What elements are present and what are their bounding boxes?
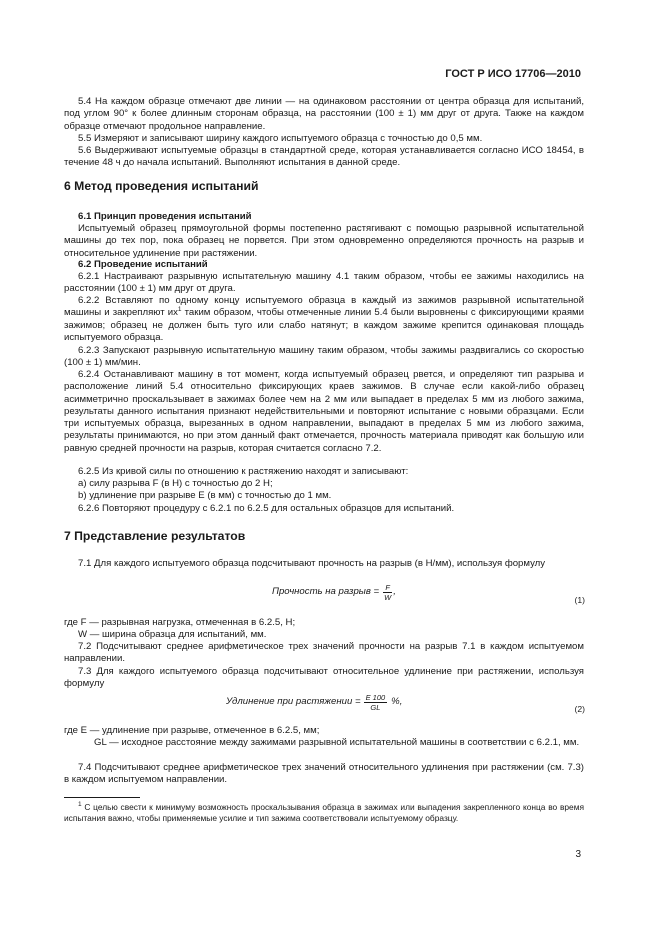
list-item-b: b) удлинение при разрыве E (в мм) с точностью до 1 мм. xyxy=(78,490,332,501)
footnote-divider xyxy=(64,797,140,798)
formula-1-lhs: Прочность на разрыв = xyxy=(272,586,380,598)
paragraph-5-5: 5.5 Измеряют и записывают ширину каждого испытуемого образца с точностью до 0,5 мм. xyxy=(78,133,483,144)
formula-2-fraction xyxy=(364,693,388,712)
where-2-gl xyxy=(64,737,584,749)
formula-1-numerator: F xyxy=(385,583,390,592)
paragraph-6-2-2-part1: 6.2.2 Вставляют по одному концу испытуемого образца в каждый из зажимов разрывной испытательной машины и закрепляют их xyxy=(64,295,584,319)
paragraph-7-3: 7.3 Для каждого испытуемого образца подсчитывают относительное удлинение при растяжении, используя формулу xyxy=(64,666,584,690)
footnote xyxy=(64,802,584,824)
formula-2-tail: %, xyxy=(391,696,403,708)
formula-1-denominator: W xyxy=(384,593,392,602)
where-1-w: W — ширина образца для испытаний, мм. xyxy=(78,629,267,640)
paragraph-6-2-2-part2: таким образом, чтобы отмеченные линии 5.4 были выровнены с фиксирующими краями зажимов; образец не должен быть туго или слабо натянут; в каждом зажиме крепится одинаковая площадь испытуемого образца. xyxy=(64,307,584,343)
formula-2-denominator: GL xyxy=(370,703,381,712)
paragraph-6-1: Испытуемый образец прямоугольной формы постепенно растягивают с помощью разрывной испытательной машины до тех пор, пока образец не порвется. При этом одновременно определяются прочность на разрыв и относительное удлинение при растяжении. xyxy=(64,223,584,259)
paragraph-7-4: 7.4 Подсчитывают среднее арифметическое трех значений относительного удлинения при растяжении (см. 7.3) в каждом испытуемом направлении. xyxy=(64,762,584,786)
formula-1-fraction xyxy=(382,583,393,602)
subsection-6-2-title: 6.2 Проведение испытаний xyxy=(78,259,208,270)
where-2-gl-text: GL — исходное расстояние между зажимами разрывной испытательной машины в соответствии с 6.2.1, мм. xyxy=(94,737,580,748)
paragraph-7-1: 7.1 Для каждого испытуемого образца подсчитывают прочность на разрыв (в Н/мм), используя формулу xyxy=(78,558,546,569)
paragraph-6-2-2 xyxy=(64,295,584,344)
section-7-title: 7 Представление результатов xyxy=(64,529,246,543)
equation-number-2: (2) xyxy=(574,704,585,714)
footnote-number: 1 xyxy=(78,801,82,809)
footnote-text: С целью свести к минимуму возможность проскальзывания образца в зажимах или выпадения закрепленного конца во время испытания важно, чтобы применяемые усилие и тип зажима соответствовали испытуемому образцу. xyxy=(64,802,585,823)
where-1-f: где F — разрывная нагрузка, отмеченная в 6.2.5, Н; xyxy=(64,617,296,628)
list-item-a: a) силу разрыва F (в Н) с точностью до 2 Н; xyxy=(78,478,273,489)
where-2-e: где E — удлинение при разрыве, отмеченное в 6.2.5, мм; xyxy=(64,725,320,736)
paragraph-6-2-4: 6.2.4 Останавливают машину в тот момент, когда испытуемый образец рвется, и определяют тип разрыва и расположение линий 5.4 относительно фиксирующих краев зажимов. В случае если какой-либо образец асимметрично проскальзывает в зажимах более чем на 2 мм или выпадает в пределах 5 мм из любого зажима, результаты данного испытания признают недействительными и повторяют испытание с новыми образцами. Если три испытуемых образца, вырезанных в одном направлении, выпадают в пределах 5 мм из любого зажима, результаты принимаются, но при этом данный факт отмечается, прочность материала приводят как большую или равную средней прочности на разрыв, которая считается согласно 7.2. xyxy=(64,369,584,454)
formula-2-lhs: Удлинение при растяжении = xyxy=(226,696,361,708)
footnote-ref: 1 xyxy=(177,306,182,314)
equation-number-1: (1) xyxy=(574,595,585,605)
formula-2-numerator: E 100 xyxy=(365,693,386,702)
paragraph-6-2-5: 6.2.5 Из кривой силы по отношению к растяжению находят и записывают: xyxy=(78,466,409,477)
paragraph-6-2-1: 6.2.1 Настраивают разрывную испытательную машину 4.1 таким образом, чтобы ее зажимы находились на расстоянии (100 ± 1) мм друг от друга. xyxy=(64,271,584,295)
page-number: 3 xyxy=(575,849,581,860)
paragraph-6-2-6: 6.2.6 Повторяют процедуру с 6.2.1 по 6.2.5 для остальных образцов для испытаний. xyxy=(78,503,455,514)
paragraph-5-6: 5.6 Выдерживают испытуемые образцы в стандартной среде, которая устанавливается согласно ИСО 18454, в течение 48 ч до начала испытаний. Выполняют испытания в данной среде. xyxy=(64,145,584,169)
formula-1-tail: , xyxy=(393,586,396,598)
section-6-title: 6 Метод проведения испытаний xyxy=(64,179,259,193)
formula-1 xyxy=(272,583,396,602)
subsection-6-1-title: 6.1 Принцип проведения испытаний xyxy=(78,211,252,222)
paragraph-6-2-3: 6.2.3 Запускают разрывную испытательную машину таким образом, чтобы зажимы раздвигались со скоростью (100 ± 1) мм/мин. xyxy=(64,345,584,369)
paragraph-5-4: 5.4 На каждом образце отмечают две линии — на одинаковом расстоянии от центра образца для испытаний, под углом 90° к более длинным сторонам образца, на расстоянии (100 ± 1) мм друг от друга. Также на каждом образце отмечают продольное направление. xyxy=(64,96,584,132)
paragraph-7-2: 7.2 Подсчитывают среднее арифметическое трех значений прочности на разрыв 7.1 в каждом испытуемом направлении. xyxy=(64,641,584,665)
document-header: ГОСТ Р ИСО 17706—2010 xyxy=(445,68,581,80)
formula-2 xyxy=(226,693,402,712)
